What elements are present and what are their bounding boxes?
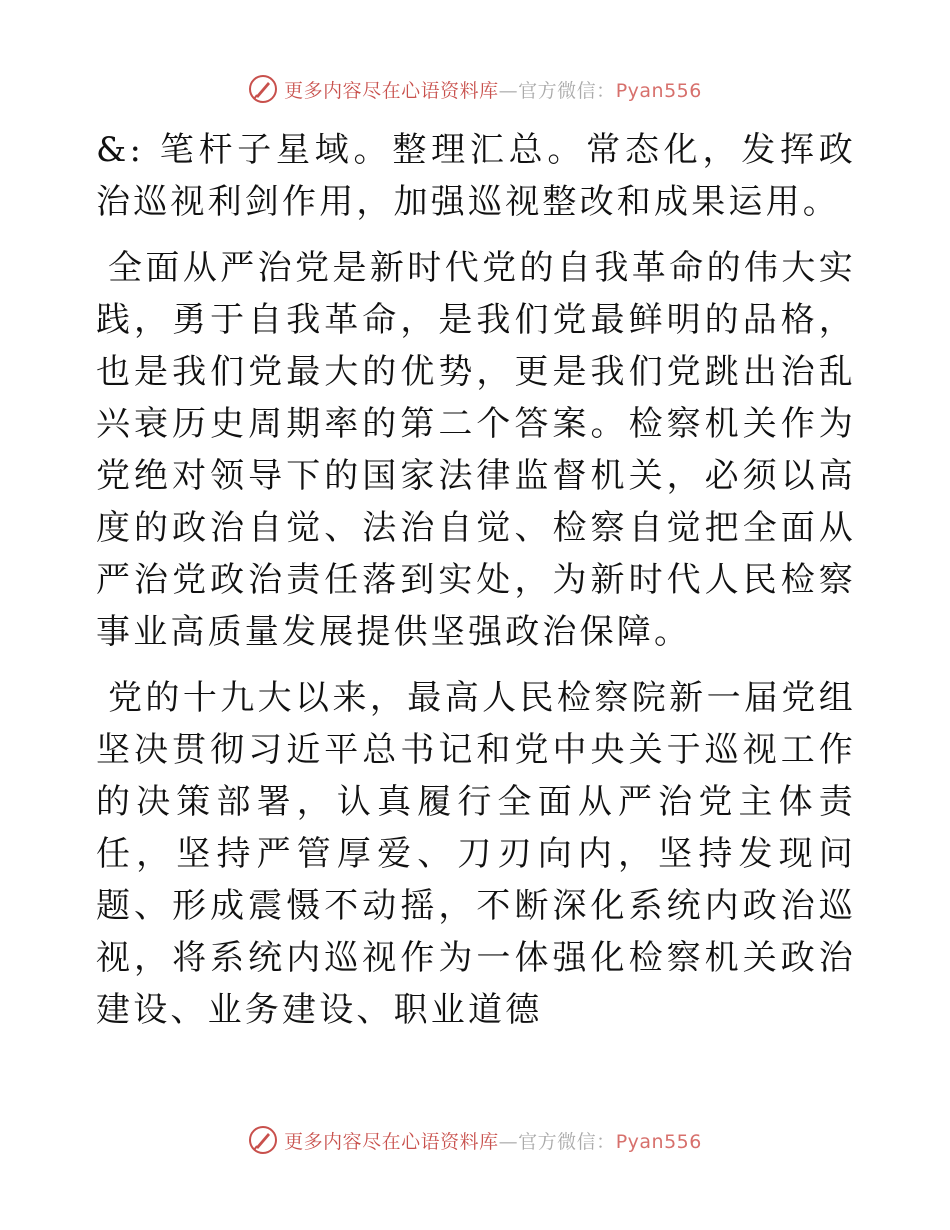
paragraph: 党的十九大以来，最高人民检察院新一届党组坚决贯彻习近平总书记和党中央关于巡视工作的决策部署，认真履行全面从严治党主体责任，坚持严管厚爱、刀刃向内，坚持发现问题、形成震慑不动摇，不断深化系统内政治巡视，将系统内巡视作为一体强化检察机关政治建设、业务建设、职业道德 — [96, 678, 856, 1030]
paragraph: &: 笔杆子星域。整理汇总。常态化，发挥政治巡视利剑作用，加强巡视整改和成果运用。 — [96, 130, 856, 222]
watermark-text: 更多内容尽在心语资料库—官方微信：Pyan556 — [284, 1130, 702, 1153]
watermark-text: 更多内容尽在心语资料库—官方微信：Pyan556 — [284, 79, 702, 102]
paragraph: 全面从严治党是新时代党的自我革命的伟大实践，勇于自我革命，是我们党最鲜明的品格，也是我们党最大的优势，更是我们党跳出治乱兴衰历史周期率的第二个答案。检察机关作为党绝对领导下的国家法律监督机关，必须以高度的政治自觉、法治自觉、检察自觉把全面从严治党政治责任落到实处，为新时代人民检察事业高质量发展提供坚强政治保障。 — [96, 248, 856, 652]
quill-logo-icon — [248, 1125, 278, 1155]
footer-watermark — [0, 1123, 950, 1157]
header-watermark — [0, 72, 950, 106]
document-body — [96, 124, 856, 1050]
quill-logo-icon — [248, 74, 278, 104]
